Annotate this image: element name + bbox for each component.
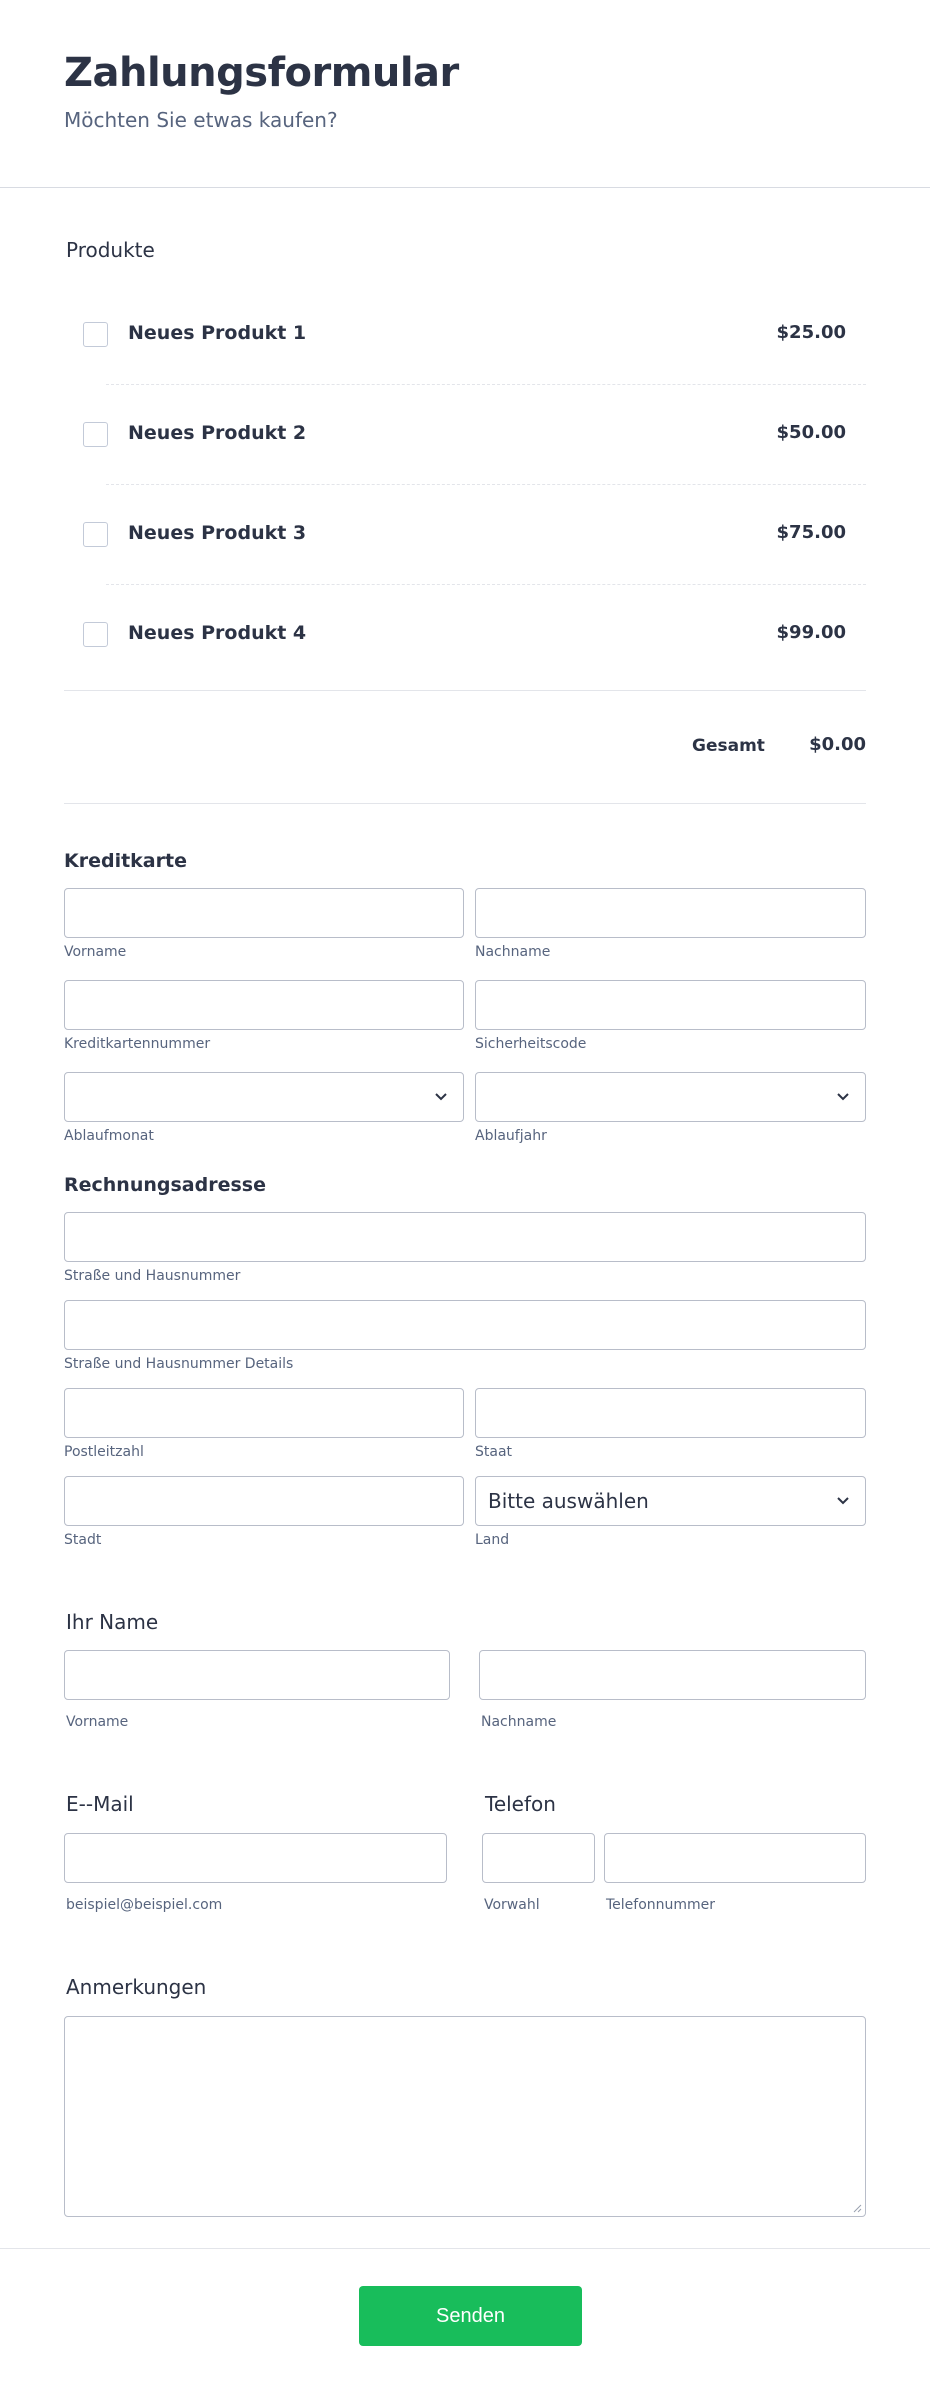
product-3-checkbox[interactable]	[83, 522, 108, 547]
country-label: Land	[475, 1532, 510, 1548]
product-divider	[106, 484, 866, 485]
product-4-name: Neues Produkt 4	[128, 622, 307, 644]
exp-year-label: Ablaufjahr	[475, 1128, 547, 1144]
resize-grip-icon[interactable]	[852, 2203, 862, 2213]
card-number-input[interactable]	[64, 980, 464, 1030]
phone-number-label: Telefonnummer	[606, 1897, 716, 1913]
cc-first-name-input[interactable]	[64, 888, 464, 938]
security-code-label: Sicherheitscode	[475, 1036, 587, 1052]
credit-card-heading: Kreditkarte	[64, 850, 187, 872]
exp-month-label: Ablaufmonat	[64, 1128, 154, 1144]
area-code-input[interactable]	[482, 1833, 595, 1883]
security-code-input[interactable]	[475, 980, 866, 1030]
exp-month-select[interactable]	[64, 1072, 464, 1122]
street-input[interactable]	[64, 1212, 866, 1262]
zip-input[interactable]	[64, 1388, 464, 1438]
phone-number-input[interactable]	[604, 1833, 866, 1883]
product-4-price: $99.00	[776, 622, 846, 643]
chevron-down-icon	[833, 1491, 853, 1511]
product-divider	[106, 384, 866, 385]
total-value: $0.00	[809, 734, 866, 755]
card-number-label: Kreditkartennummer	[64, 1036, 211, 1052]
name-label: Ihr Name	[66, 1610, 159, 1634]
billing-heading: Rechnungsadresse	[64, 1174, 266, 1196]
product-2-price: $50.00	[776, 422, 846, 443]
city-label: Stadt	[64, 1532, 102, 1548]
product-2-checkbox[interactable]	[83, 422, 108, 447]
email-input[interactable]	[64, 1833, 447, 1883]
phone-label: Telefon	[485, 1792, 556, 1816]
page-title: Zahlungsformular	[64, 50, 459, 96]
cc-last-name-input[interactable]	[475, 888, 866, 938]
country-select-value: Bitte auswählen	[488, 1489, 649, 1513]
notes-label: Anmerkungen	[66, 1975, 207, 1999]
cc-first-name-label: Vorname	[64, 944, 127, 960]
chevron-down-icon	[833, 1087, 853, 1107]
last-name-label: Nachname	[481, 1714, 557, 1730]
first-name-label: Vorname	[66, 1714, 129, 1730]
products-label: Produkte	[66, 238, 155, 262]
first-name-input[interactable]	[64, 1650, 450, 1700]
state-input[interactable]	[475, 1388, 866, 1438]
email-hint: beispiel@beispiel.com	[66, 1897, 223, 1913]
area-code-label: Vorwahl	[484, 1897, 540, 1913]
product-3-price: $75.00	[776, 522, 846, 543]
notes-textarea[interactable]	[64, 2016, 866, 2217]
zip-label: Postleitzahl	[64, 1444, 144, 1460]
country-select[interactable]	[475, 1476, 866, 1526]
exp-year-select[interactable]	[475, 1072, 866, 1122]
product-1-price: $25.00	[776, 322, 846, 343]
product-1-checkbox[interactable]	[83, 322, 108, 347]
total-label: Gesamt	[692, 736, 765, 756]
email-label: E--Mail	[66, 1792, 134, 1816]
product-3-name: Neues Produkt 3	[128, 522, 307, 544]
city-input[interactable]	[64, 1476, 464, 1526]
state-label: Staat	[475, 1444, 513, 1460]
header-divider	[0, 187, 930, 188]
footer-divider	[0, 2248, 930, 2249]
submit-button[interactable]: Senden	[359, 2286, 582, 2346]
products-divider	[64, 690, 866, 691]
chevron-down-icon	[431, 1087, 451, 1107]
total-divider	[64, 803, 866, 804]
street2-label: Straße und Hausnummer Details	[64, 1356, 294, 1372]
product-2-name: Neues Produkt 2	[128, 422, 307, 444]
product-4-checkbox[interactable]	[83, 622, 108, 647]
page-subtitle: Möchten Sie etwas kaufen?	[64, 108, 338, 132]
last-name-input[interactable]	[479, 1650, 866, 1700]
street-label: Straße und Hausnummer	[64, 1268, 241, 1284]
product-divider	[106, 584, 866, 585]
product-1-name: Neues Produkt 1	[128, 322, 307, 344]
street2-input[interactable]	[64, 1300, 866, 1350]
cc-last-name-label: Nachname	[475, 944, 551, 960]
